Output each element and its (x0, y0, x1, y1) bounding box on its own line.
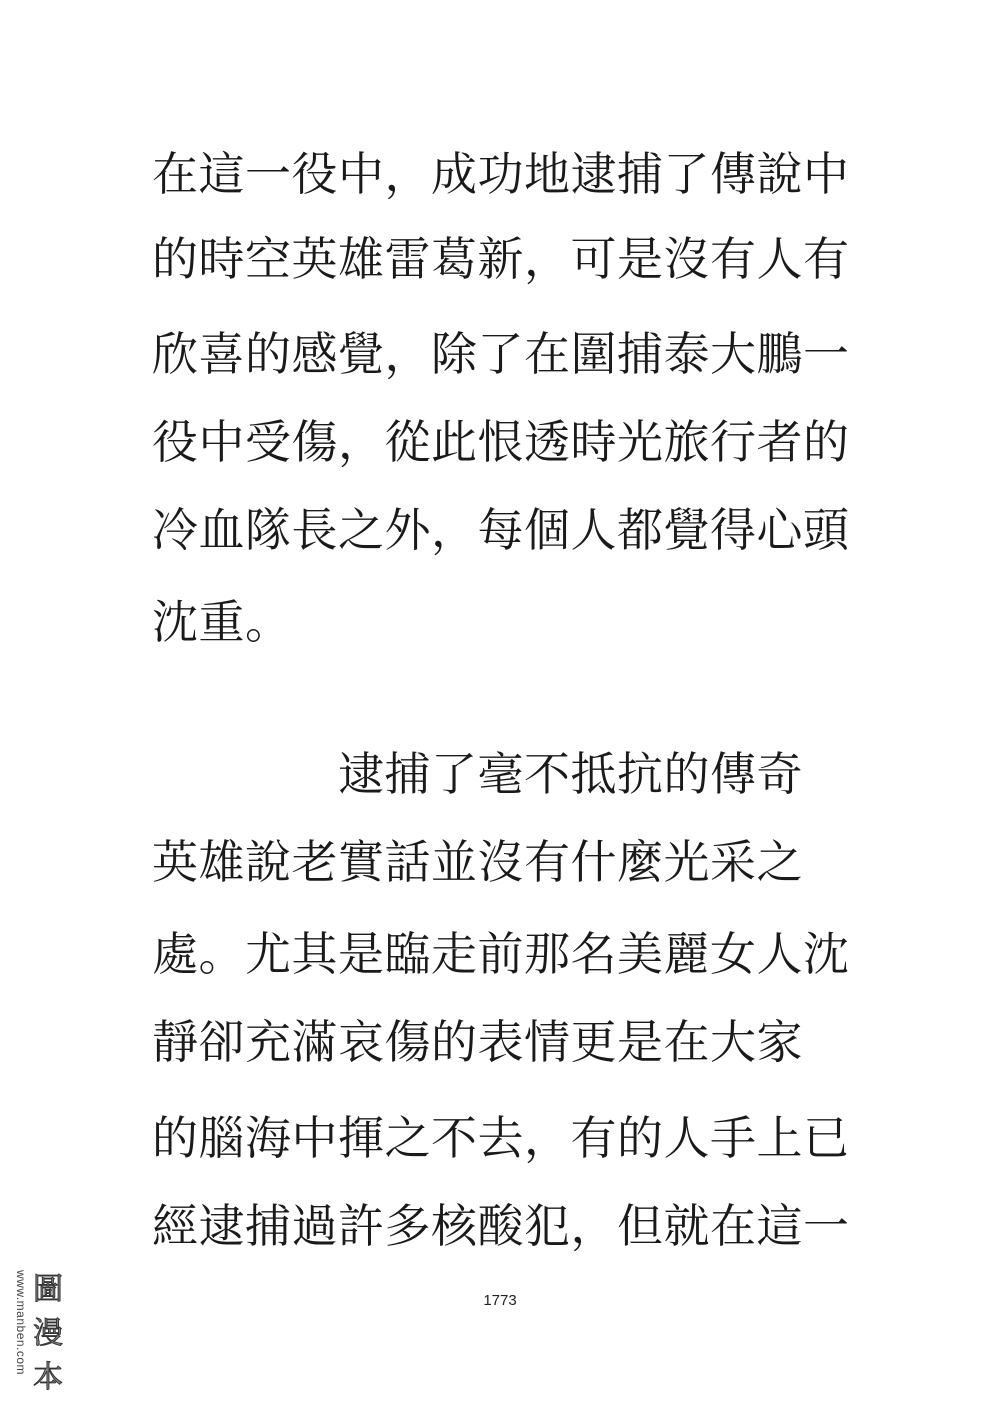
watermark-char: 漫 (33, 1316, 63, 1351)
text-line: 經逮捕過許多核酸犯，但就在這一 (152, 1199, 850, 1253)
text-line: 英雄說老實話並沒有什麼光采之 (152, 835, 803, 889)
page-number: 1773 (483, 1292, 517, 1309)
text-line: 逮捕了毫不抵抗的傳奇 (152, 747, 803, 801)
text-line: 靜卻充滿哀傷的表情更是在大家 (152, 1015, 803, 1069)
text-line: 沈重。 (152, 595, 292, 649)
watermark-char: 圖 (33, 1272, 63, 1307)
text-line: 冷血隊長之外，每個人都覺得心頭 (152, 503, 850, 557)
text-line: 的時空英雄雷葛新，可是沒有人有 (152, 232, 850, 286)
watermark-url: www.manben.com (14, 1270, 28, 1376)
watermark-char: 本 (33, 1360, 63, 1395)
watermark-logo (32, 1268, 64, 1400)
text-line: 在這一役中，成功地逮捕了傳說中 (152, 147, 850, 201)
text-line: 的腦海中揮之不去，有的人手上已 (152, 1111, 850, 1165)
text-line: 處。尤其是臨走前那名美麗女人沈 (152, 927, 850, 981)
text-line: 欣喜的感覺，除了在圍捕泰大鵬一 (152, 327, 850, 381)
text-line: 役中受傷，從此恨透時光旅行者的 (152, 415, 850, 469)
